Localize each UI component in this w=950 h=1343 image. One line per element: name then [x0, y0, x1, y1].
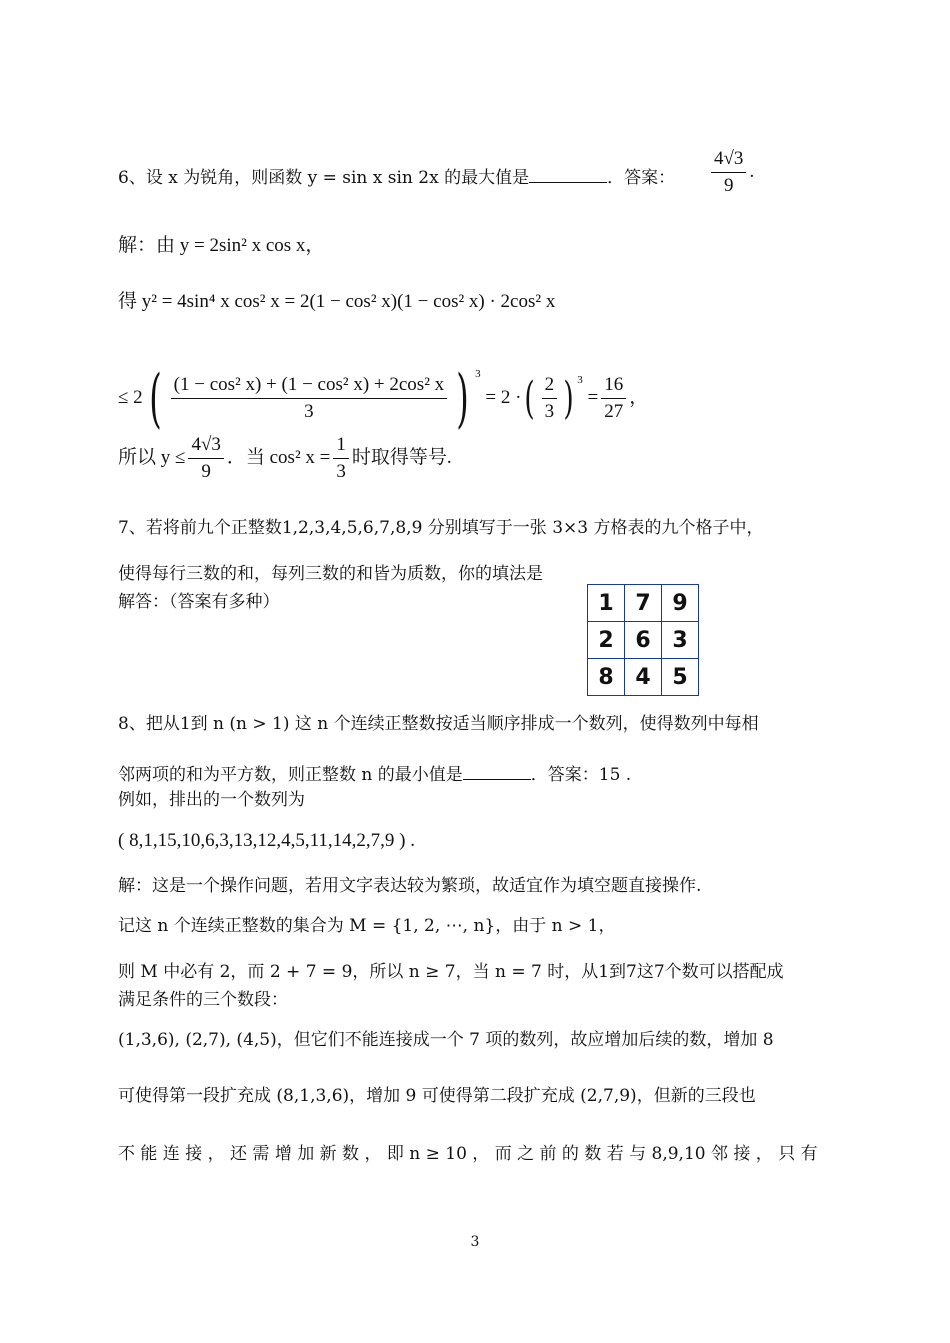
grid-cell: 5 [662, 659, 699, 696]
q8-line7: 则 M 中必有 2，而 2 + 7 = 9，所以 n ≥ 7，当 n = 7 时，从1到7这7个数可以搭配成 [118, 962, 784, 982]
q6-answer-label: ．答案： [607, 168, 676, 188]
q8-sequence: ( 8,1,15,10,6,3,13,12,4,5,11,14,2,7,9 ) . [118, 830, 415, 851]
q6-blank [529, 164, 607, 183]
grid-cell: 4 [625, 659, 662, 696]
q6-sol4-num2: 1 [333, 432, 349, 459]
q7-line2: 使得每行三数的和，每列三数的和皆为质数，你的填法是 [118, 564, 543, 584]
q6-solution-line1: 解：由 y = 2sin² x cos x， [118, 235, 325, 256]
q8-line2b: ．答案：15 . [530, 765, 632, 785]
q6-exp2: 3 [577, 374, 583, 386]
q8-line11: 不 能 连 接 ， 还 需 增 加 新 数 ， 即 n ≥ 10 ， 而 之 前 的 数 若 与 8,9,10 邻 接 ， 只 有 [118, 1144, 818, 1164]
q8-blank [463, 761, 531, 780]
grid-row [588, 622, 699, 659]
q6-solution-line4 [118, 432, 452, 485]
q6-answer-den: 9 [723, 175, 734, 196]
q8-line1: 8、把从1到 n (n > 1) 这 n 个连续正整数按适当顺序排成一个数列，使得数列中每相 [118, 714, 759, 734]
q6-tail: ， [629, 387, 649, 408]
q6-sol4-b: ．当 cos² x = [226, 446, 331, 468]
q6-sol4-num: 4√3 [188, 432, 223, 459]
q7-line3: 解答：（答案有多种） [118, 592, 280, 612]
q6-result-den: 27 [604, 401, 624, 423]
left-paren: ( [148, 361, 162, 436]
grid-cell: 3 [662, 622, 699, 659]
q6-leq: ≤ 2 [118, 387, 143, 408]
q8-line2 [118, 761, 631, 787]
grid-cell: 2 [588, 622, 625, 659]
q8-line6: 记这 n 个连续正整数的集合为 M = {1, 2, ⋯, n}，由于 n > 1， [118, 916, 616, 936]
q6-eq: = [587, 387, 599, 408]
grid-row [588, 659, 699, 696]
q6-sol4-den2: 3 [336, 461, 346, 482]
q6-exp: 3 [475, 368, 481, 380]
q7-line1: 7、若将前九个正整数1,2,3,4,5,6,7,8,9 分别填写于一张 3×3 方格表的九个格子中， [118, 518, 764, 538]
q8-line2a: 邻两项的和为平方数，则正整数 n 的最小值是 [118, 765, 463, 785]
q8-line9: (1,3,6), (2,7), (4,5)，但它们不能连接成一个 7 项的数列，故应增加后续的数，增加 8 [118, 1030, 774, 1050]
right-paren: ) [456, 361, 469, 436]
q6-sol4-a: 所以 y ≤ [118, 446, 186, 468]
grid-cell: 1 [588, 585, 625, 622]
page-number: 3 [470, 1234, 480, 1250]
q8-line3: 例如，排出的一个数列为 [118, 790, 305, 810]
right-paren-small: ) [563, 372, 574, 424]
q6-statement [118, 164, 675, 190]
q6-text: 6、设 x 为锐角，则函数 y = sin x sin 2x 的最大值是 [118, 168, 530, 188]
q6-solution-line2: 得 y² = 4sin⁴ x cos² x = 2(1 − cos² x)(1 − cos² x) · 2cos² x [118, 291, 556, 312]
grid-cell: 9 [662, 585, 699, 622]
q6-sol4-c: 时取得等号. [351, 446, 452, 468]
q6-solution-line3 [118, 342, 649, 436]
q6-big-den: 3 [304, 401, 314, 423]
answer-grid [587, 584, 699, 696]
q8-line5: 解：这是一个操作问题，若用文字表达较为繁琐，故适宜作为填空题直接操作. [118, 876, 702, 896]
q6-small-den: 3 [544, 401, 555, 423]
q6-answer-fraction: $\frac{4√3}{9}$ . [708, 146, 754, 199]
grid-row [588, 585, 699, 622]
q8-line10: 可使得第一段扩充成 (8,1,3,6)，增加 9 可使得第二段扩充成 (2,7,9)，但新的三段也 [118, 1086, 756, 1106]
q6-big-num: (1 − cos² x) + (1 − cos² x) + 2cos² x [171, 372, 448, 399]
grid-cell: 8 [588, 659, 625, 696]
q6-sol4-den: 9 [201, 461, 211, 482]
q8-line8: 满足条件的三个数段： [118, 990, 288, 1010]
q6-mid: = 2 · [485, 387, 522, 408]
grid-cell: 6 [625, 622, 662, 659]
q6-small-num: 2 [542, 372, 558, 399]
left-paren-small: ( [524, 372, 536, 424]
q6-answer-num: 4√3 [711, 146, 746, 173]
q6-result-num: 16 [601, 372, 626, 399]
grid-cell: 7 [625, 585, 662, 622]
